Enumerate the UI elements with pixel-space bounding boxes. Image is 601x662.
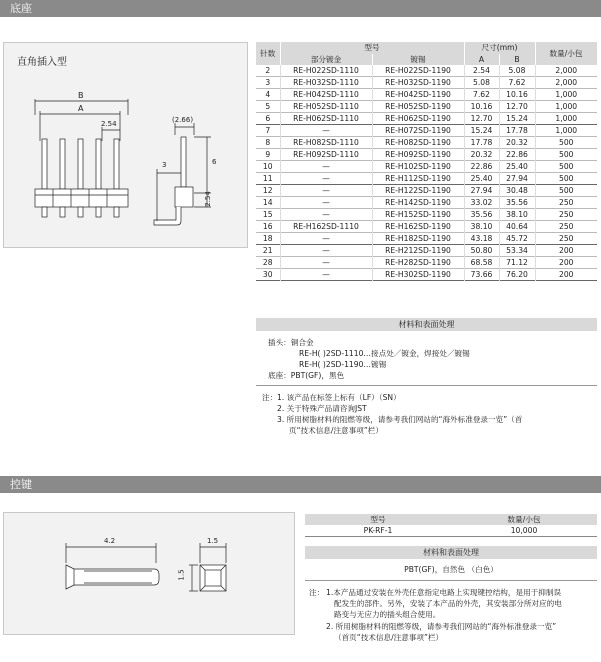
cell-b: 27.94 [499, 173, 535, 185]
col-part-no: 型号 [280, 42, 464, 54]
cell-b: 15.24 [499, 113, 535, 125]
key-note-1-cont: 配发生的部件。另外，安装了本产品的外壳，其安装部分所对应的电 [334, 599, 562, 608]
cell-tin: RE-H062SD-1190 [372, 113, 464, 125]
table-row [256, 221, 597, 233]
connector-diagram-panel [3, 42, 248, 248]
cell-a: 33.02 [464, 197, 499, 209]
key-note-2: 2. 所用树脂材料的阻燃等级，请参考我们网站的“海外标准登录一览” [326, 622, 557, 631]
cell-a: 20.32 [464, 149, 499, 161]
table-row [256, 125, 597, 137]
key-diagram-panel [3, 512, 295, 635]
cell-partial: RE-H042SD-1110 [280, 89, 372, 101]
diagram-title: 直角插入型 [17, 57, 67, 68]
key-materials-value: PBT(GF)，自然色 （白色） [404, 565, 498, 574]
section-header-key [0, 476, 601, 493]
cell-a: 50.80 [464, 245, 499, 257]
cell-qty: 500 [559, 150, 574, 159]
materials-line1: 插头：铜合金 [268, 338, 314, 347]
cell-pins: 18 [256, 233, 280, 245]
col-model: 型号 [305, 514, 451, 525]
cell-partial: — [280, 257, 372, 269]
note-3-cont: 页“技术信息/注意事项”栏） [289, 426, 383, 435]
cell-qty: 250 [559, 234, 574, 243]
cell-b: 12.70 [499, 101, 535, 113]
cell-b: 5.08 [499, 65, 535, 77]
materials-line3: RE-H( )2SD-1190…镀锡 [299, 360, 387, 369]
cell-qty: 250 [559, 198, 574, 207]
table-row [256, 149, 597, 161]
table-row [256, 257, 597, 269]
cell-pins: 8 [256, 137, 280, 149]
cell-b: 7.62 [499, 77, 535, 89]
cell-partial: — [280, 125, 372, 137]
section-header-base [0, 0, 601, 17]
notes-label: 注： [262, 393, 278, 402]
materials-heading: 材料和表面处理 [256, 318, 597, 331]
cell-pins: 9 [256, 149, 280, 161]
table-row [256, 233, 597, 245]
cell-a: 22.86 [464, 161, 499, 173]
cell-a: 2.54 [464, 65, 499, 77]
note-3: 3. 所用树脂材料的阻燃等级，请参考我们网站的“海外标准登录一览”（首 [277, 415, 523, 424]
table-row [256, 89, 597, 101]
table-row [256, 245, 597, 257]
cell-b: 71.12 [499, 257, 535, 269]
dim-side-top-label: (2.66) [172, 116, 194, 124]
cell-tin: RE-H212SD-1190 [372, 245, 464, 257]
cell-b: 40.64 [499, 221, 535, 233]
table-row [256, 101, 597, 113]
cell-model: PK-RF-1 [305, 525, 451, 537]
cell-a: 35.56 [464, 209, 499, 221]
cell-qty: 1,000 [555, 114, 578, 123]
cell-pins: 2 [256, 65, 280, 77]
key-note-1-cont2: 路变与无应力的插头组合使用。 [334, 610, 441, 619]
dim-a-label: A [78, 104, 84, 113]
cell-partial: RE-H022SD-1110 [280, 65, 372, 77]
cell-tin: RE-H092SD-1190 [372, 149, 464, 161]
cell-a: 73.66 [464, 269, 499, 281]
cell-qty: 2,000 [555, 66, 578, 75]
notes-label: 注： [309, 588, 325, 597]
dim-b-label: B [78, 91, 84, 100]
cell-b: 38.10 [499, 209, 535, 221]
key-drawing [4, 513, 294, 634]
cell-pins: 5 [256, 101, 280, 113]
cell-a: 5.08 [464, 77, 499, 89]
col-qty: 数量/小包 [535, 42, 597, 65]
cell-qty: 200 [559, 258, 574, 267]
cell-partial: — [280, 233, 372, 245]
cell-b: 22.86 [499, 149, 535, 161]
section-title: 控键 [10, 478, 32, 491]
col-qty: 数量/小包 [451, 514, 597, 525]
cell-qty: 250 [559, 210, 574, 219]
cell-a: 15.24 [464, 125, 499, 137]
cell-b: 17.78 [499, 125, 535, 137]
cell-b: 45.72 [499, 233, 535, 245]
cell-qty: 500 [559, 174, 574, 183]
col-dim-a: A [464, 54, 499, 66]
key-table [305, 514, 597, 537]
cell-tin: RE-H112SD-1190 [372, 173, 464, 185]
key-note-2-cont: （首页“技术信息/注意事项”栏） [334, 633, 444, 642]
cell-partial: — [280, 197, 372, 209]
dim-pitch-label: 2.54 [101, 120, 117, 128]
col-dimensions: 尺寸(mm) [464, 42, 535, 54]
cell-partial: RE-H052SD-1110 [280, 101, 372, 113]
cell-pins: 6 [256, 113, 280, 125]
cell-partial: — [280, 269, 372, 281]
section-title: 底座 [10, 2, 32, 15]
cell-b: 76.20 [499, 269, 535, 281]
cell-qty: 1,000 [555, 126, 578, 135]
cell-tin: RE-H082SD-1190 [372, 137, 464, 149]
cell-qty: 2,000 [555, 78, 578, 87]
cell-tin: RE-H102SD-1190 [372, 161, 464, 173]
cell-partial: — [280, 209, 372, 221]
col-dim-b: B [499, 54, 535, 66]
table-row [256, 185, 597, 197]
col-tin-plating: 镀锡 [372, 54, 464, 66]
cell-tin: RE-H282SD-1190 [372, 257, 464, 269]
cell-tin: RE-H162SD-1190 [372, 221, 464, 233]
cell-tin: RE-H072SD-1190 [372, 125, 464, 137]
cell-tin: RE-H042SD-1190 [372, 89, 464, 101]
right-angle-connector-drawing [4, 43, 247, 247]
cell-qty: 500 [559, 162, 574, 171]
cell-b: 53.34 [499, 245, 535, 257]
cell-pins: 28 [256, 257, 280, 269]
cell-tin: RE-H182SD-1190 [372, 233, 464, 245]
table-row [256, 269, 597, 281]
table-row [256, 161, 597, 173]
cell-a: 27.94 [464, 185, 499, 197]
cell-qty: 200 [559, 246, 574, 255]
cell-pins: 21 [256, 245, 280, 257]
cell-b: 35.56 [499, 197, 535, 209]
cell-qty: 200 [559, 270, 574, 279]
cell-tin: RE-H052SD-1190 [372, 101, 464, 113]
table-row [256, 197, 597, 209]
cell-pins: 12 [256, 185, 280, 197]
dim-side-pitch-label: 2.54 [203, 191, 212, 207]
table-row [256, 137, 597, 149]
spec-table [256, 42, 598, 281]
cell-a: 25.40 [464, 173, 499, 185]
cell-partial: — [280, 173, 372, 185]
cell-partial: RE-H082SD-1110 [280, 137, 372, 149]
cell-a: 43.18 [464, 233, 499, 245]
cell-a: 17.78 [464, 137, 499, 149]
cell-pins: 3 [256, 77, 280, 89]
materials-line4: 底座：PBT(GF)，黑色 [268, 371, 345, 380]
col-pins: 针数 [256, 42, 280, 65]
dim-side-height-label: 6 [212, 158, 217, 166]
note-2: 2. 关于特殊产品请咨询JST [277, 404, 367, 413]
cell-b: 10.16 [499, 89, 535, 101]
cell-pins: 14 [256, 197, 280, 209]
cell-pins: 30 [256, 269, 280, 281]
cell-b: 25.40 [499, 161, 535, 173]
cell-pins: 7 [256, 125, 280, 137]
cell-b: 30.48 [499, 185, 535, 197]
cell-b: 20.32 [499, 137, 535, 149]
cell-pins: 10 [256, 161, 280, 173]
cell-tin: RE-H032SD-1190 [372, 77, 464, 89]
table-row [256, 173, 597, 185]
dim-width-label: 1.5 [207, 537, 219, 545]
cell-qty: 500 [559, 186, 574, 195]
materials-line2: RE-H( )2SD-1110…接点处／镀金，焊接处／镀锡 [299, 349, 470, 358]
table-row [256, 77, 597, 89]
note-1: 1. 该产品在标签上标有（LF）（SN） [277, 393, 401, 402]
cell-partial: — [280, 161, 372, 173]
cell-a: 12.70 [464, 113, 499, 125]
cell-pins: 16 [256, 221, 280, 233]
cell-qty: 1,000 [555, 102, 578, 111]
cell-partial: — [280, 245, 372, 257]
divider [256, 385, 597, 386]
dim-height-label: 1.5 [177, 569, 186, 581]
cell-partial: — [280, 185, 372, 197]
cell-qty: 250 [559, 222, 574, 231]
divider [305, 580, 597, 581]
cell-pins: 15 [256, 209, 280, 221]
cell-tin: RE-H152SD-1190 [372, 209, 464, 221]
dim-side-width-label: 3 [162, 161, 167, 169]
cell-qty: 500 [559, 138, 574, 147]
cell-qty: 1,000 [555, 90, 578, 99]
cell-tin: RE-H122SD-1190 [372, 185, 464, 197]
dim-length-label: 4.2 [104, 537, 116, 545]
cell-partial: RE-H062SD-1110 [280, 113, 372, 125]
key-materials-heading: 材料和表面处理 [305, 546, 597, 559]
cell-a: 68.58 [464, 257, 499, 269]
cell-partial: RE-H092SD-1110 [280, 149, 372, 161]
cell-a: 7.62 [464, 89, 499, 101]
table-row [256, 113, 597, 125]
cell-partial: RE-H032SD-1110 [280, 77, 372, 89]
cell-tin: RE-H022SD-1190 [372, 65, 464, 77]
col-partial-plating: 部分镀金 [280, 54, 372, 66]
cell-pins: 4 [256, 89, 280, 101]
cell-a: 38.10 [464, 221, 499, 233]
cell-pins: 11 [256, 173, 280, 185]
key-note-1: 1.本产品通过安装在外壳任意指定电路上实现键控结构，是用于抑制误 [326, 588, 562, 597]
cell-partial: RE-H162SD-1110 [280, 221, 372, 233]
cell-qty: 10,000 [451, 525, 597, 537]
table-row [256, 209, 597, 221]
cell-tin: RE-H142SD-1190 [372, 197, 464, 209]
table-row [305, 525, 597, 537]
cell-tin: RE-H302SD-1190 [372, 269, 464, 281]
table-row [256, 65, 597, 77]
cell-a: 10.16 [464, 101, 499, 113]
